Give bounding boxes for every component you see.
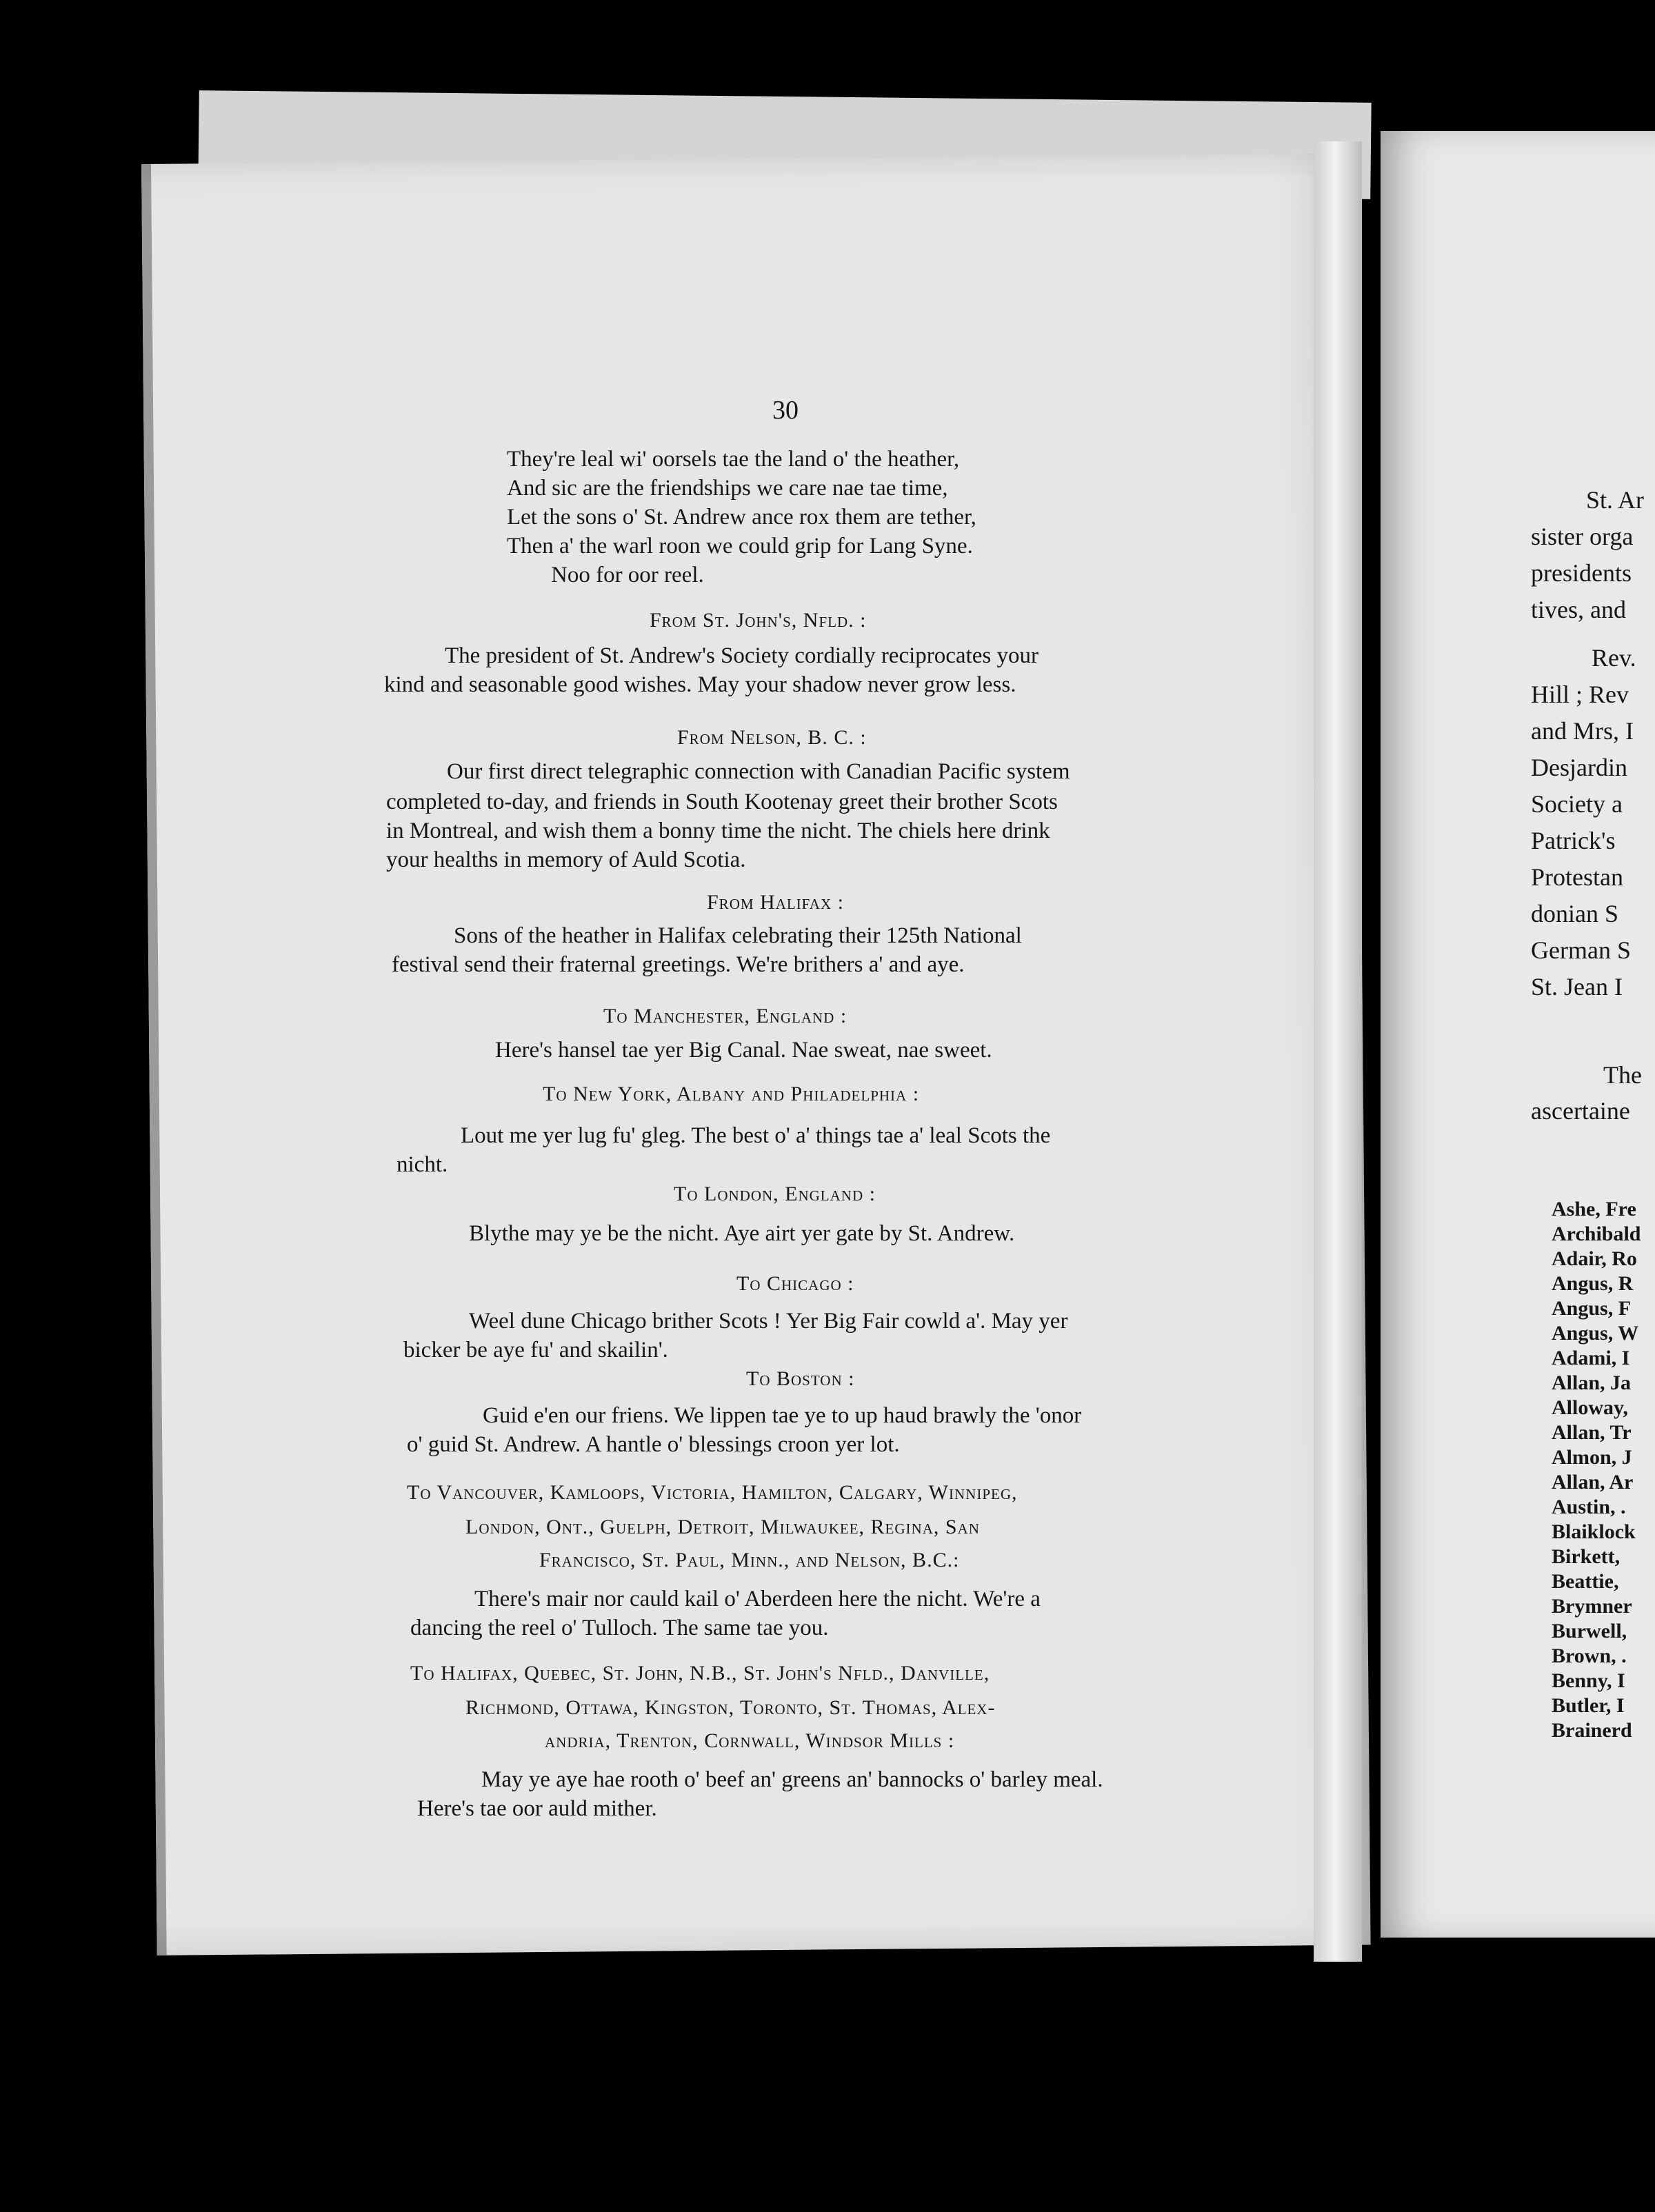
member-name: Blaiklock [1552,1520,1636,1543]
section-heading: To Chicago : [736,1272,854,1295]
section-text: Our first direct telegraphic connection with Canadian Pacific system [447,759,1070,784]
section-heading: From Nelson, B. C. : [677,726,867,749]
member-name: Allan, Ar [1552,1471,1634,1494]
member-name: Brown, . [1552,1645,1627,1667]
poem-line: Let the sons o' St. Andrew ance rox them are tether, [507,505,976,530]
section-text: Lout me yer lug fu' gleg. The best o' a' things tae a' leal Scots the [461,1123,1051,1148]
member-name: Austin, . [1552,1496,1626,1518]
member-name: Angus, R [1552,1272,1634,1295]
section-text: Here's tae oor auld mither. [417,1796,657,1821]
section-text: Here's hansel tae yer Big Canal. Nae sweat, nae sweet. [495,1038,992,1063]
section-heading: London, Ont., Guelph, Detroit, Milwaukee, Regina, San [465,1516,980,1538]
poem-line: They're leal wi' oorsels tae the land o' the heather, [507,447,960,472]
section-text: The president of St. Andrew's Society cordially reciprocates your [445,643,1039,668]
right-page-text: Hill ; Rev [1531,681,1629,708]
section-heading: From Halifax : [707,891,844,914]
member-name: Ashe, Fre [1552,1198,1636,1220]
member-name: Adami, I [1552,1347,1630,1369]
right-page-text: donian S [1531,900,1619,927]
member-name: Burwell, [1552,1620,1627,1642]
section-text: in Montreal, and wish them a bonny time the nicht. The chiels here drink [386,818,1050,843]
right-page-text: Society a [1531,790,1623,818]
section-heading: To Boston : [746,1367,855,1390]
member-name: Benny, I [1552,1669,1625,1692]
member-name: Allan, Ja [1552,1371,1632,1394]
section-text: May ye aye hae rooth o' beef an' greens an' bannocks o' barley meal. [481,1767,1103,1792]
page-number: 30 [772,396,799,425]
book-gutter [1314,141,1362,1962]
right-page-text: ascertaine [1531,1097,1630,1125]
section-text: There's mair nor cauld kail o' Aberdeen here the nicht. We're a [474,1587,1041,1611]
section-text: completed to-day, and friends in South Kootenay greet their brother Scots [386,790,1058,814]
right-page-text: sister orga [1531,523,1634,550]
section-text: nicht. [397,1152,448,1177]
right-page-text: St. Ar [1586,486,1645,514]
member-name: Archibald [1552,1223,1641,1245]
section-heading: To Vancouver, Kamloops, Victoria, Hamilton, Calgary, Winnipeg, [407,1481,1018,1504]
section-text: Weel dune Chicago brither Scots ! Yer Big Fair cowld a'. May yer [469,1309,1068,1334]
right-page-text: Desjardin [1531,754,1627,781]
section-heading: To London, England : [674,1183,876,1205]
member-name: Brainerd [1552,1719,1632,1742]
poem-line: Noo for oor reel. [551,563,704,587]
member-name: Allan, Tr [1552,1421,1632,1444]
member-name: Butler, I [1552,1694,1625,1717]
member-name: Angus, F [1552,1297,1632,1320]
section-heading: To New York, Albany and Philadelphia : [543,1083,920,1105]
section-text: festival send their fraternal greetings. We're brithers a' and aye. [392,952,965,977]
member-name: Adair, Ro [1552,1247,1637,1270]
section-text: Guid e'en our friens. We lippen tae ye to up haud brawly the 'onor [483,1403,1082,1428]
section-heading: To Halifax, Quebec, St. John, N.B., St. John's Nfld., Danville, [410,1662,990,1685]
poem-line: And sic are the friendships we care nae tae time, [507,476,948,501]
section-heading: To Manchester, England : [603,1005,847,1027]
member-name: Angus, W [1552,1322,1639,1345]
section-text: bicker be aye fu' and skailin'. [403,1338,668,1363]
section-text: your healths in memory of Auld Scotia. [386,847,746,872]
right-page-text: presidents [1531,559,1632,587]
member-name: Brymner [1552,1595,1632,1618]
right-page-text: Rev. [1592,644,1636,672]
right-page-text: tives, and [1531,596,1626,623]
right-page-text: Protestan [1531,863,1623,891]
right-page-text: German S [1531,936,1631,964]
section-heading: Francisco, St. Paul, Minn., and Nelson, B.C.: [539,1549,960,1571]
section-text: o' guid St. Andrew. A hantle o' blessings croon yer lot. [407,1432,900,1457]
right-page-text: The [1603,1061,1642,1089]
section-text: kind and seasonable good wishes. May your shadow never grow less. [384,672,1016,697]
section-text: Sons of the heather in Halifax celebrating their 125th National [454,923,1022,948]
member-name: Beattie, [1552,1570,1619,1593]
member-name: Birkett, [1552,1545,1621,1568]
poem [507,445,976,590]
right-page-text: Patrick's [1531,827,1616,854]
section-heading: Richmond, Ottawa, Kingston, Toronto, St. Thomas, Alex- [465,1696,996,1719]
section-heading: From St. John's, Nfld. : [650,609,867,632]
section-heading: andria, Trenton, Cornwall, Windsor Mills : [545,1729,955,1752]
right-page-text: and Mrs, I [1531,717,1634,745]
member-name: Alloway, [1552,1396,1628,1419]
section-text: dancing the reel o' Tulloch. The same tae you. [410,1616,829,1640]
member-name: Almon, J [1552,1446,1632,1469]
section-text: Blythe may ye be the nicht. Aye airt yer gate by St. Andrew. [469,1221,1015,1246]
right-page-text: St. Jean I [1531,973,1623,1001]
poem-line: Then a' the warl roon we could grip for Lang Syne. [507,534,973,559]
